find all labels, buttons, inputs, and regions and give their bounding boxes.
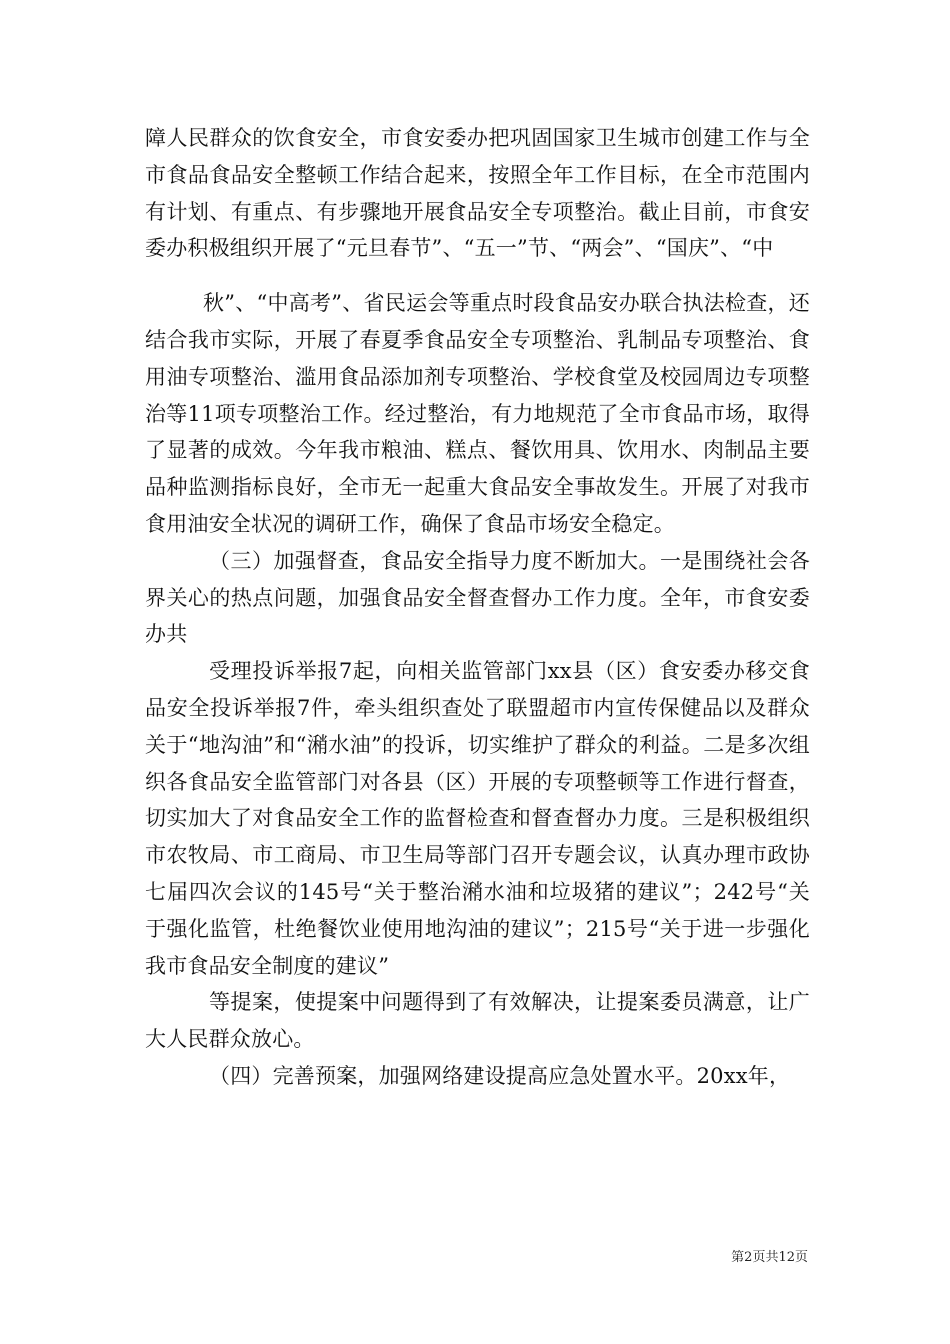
page-number-footer: 第2页共12页 [731, 1250, 808, 1265]
paragraph-6: （四）完善预案，加强网络建设提高应急处置水平。20xx年， [209, 1063, 791, 1088]
document-body [145, 120, 810, 1095]
paragraph-4: 受理投诉举报7起，向相关监管部门xx县（区）食安委办移交食品安全投诉举报7件，牵头组织查处了联盟超市内宣传保健品以及群众关于“地沟油”和“潲水油”的投诉，切实维护了群众的利益。二是多次组织各食品安全监管部门对各县（区）开展的专项整顿等工作进行督查，切实加大了对食品安全工作的监督检查和督查督办力度。三是积极组织市农牧局、市工商局、市卫生局等部门召开专题会议，认真办理市政协七届四次会议的145号“关于整治潲水油和垃圾猪的建议”；242号“关于强化监管，杜绝餐饮业使用地沟油的建议”；215号“关于进一步强化我市食品安全制度的建议” [145, 659, 810, 978]
paragraph-5: 等提案，使提案中问题得到了有效解决，让提案委员满意，让广大人民群众放心。 [145, 990, 810, 1052]
paragraph-1: 障人民群众的饮食安全，市食安委办把巩固国家卫生城市创建工作与全市食品食品安全整顿工作结合起来，按照全年工作目标，在全市范围内有计划、有重点、有步骤地开展食品安全专项整治。截止目前，市食安委办积极组织开展了“元旦春节”、“五一”节、“两会”、“国庆”、“中 [145, 126, 810, 261]
paragraph-2: 秋”、“中高考”、省民运会等重点时段食品安办联合执法检查，还结合我市实际，开展了春夏季食品安全专项整治、乳制品专项整治、食用油专项整治、滥用食品添加剂专项整治、学校食堂及校园周边专项整治等11项专项整治工作。经过整治，有力地规范了全市食品市场，取得了显著的成效。今年我市粮油、糕点、餐饮用具、饮用水、肉制品主要品种监测指标良好，全市无一起重大食品安全事故发生。开展了对我市食用油安全状况的调研工作，确保了食品市场安全稳定。 [145, 291, 810, 536]
paragraph-3: （三）加强督查，食品安全指导力度不断加大。一是围绕社会各界关心的热点问题，加强食品安全督查督办工作力度。全年，市食安委办共 [145, 548, 810, 647]
